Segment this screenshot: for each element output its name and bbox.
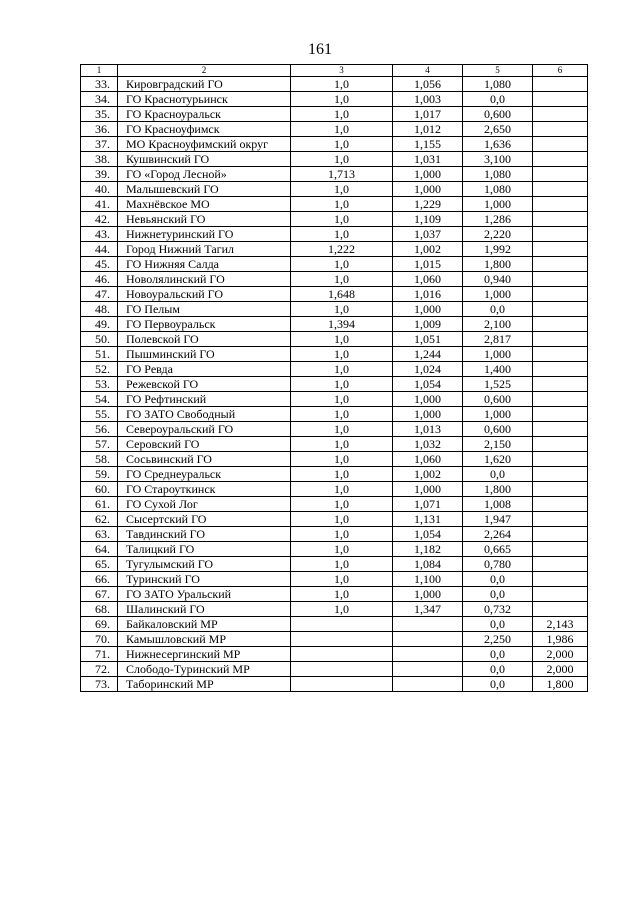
table-row (81, 527, 588, 542)
column-3-cell (291, 647, 393, 662)
column-4-cell: 1,054 (393, 377, 463, 392)
column-5-cell: 2,817 (463, 332, 533, 347)
column-header: 3 (291, 65, 393, 77)
municipality-name-cell: ГО Первоуральск (118, 317, 291, 332)
row-number-cell: 61. (81, 497, 118, 512)
column-3-cell: 1,0 (291, 182, 393, 197)
column-5-cell: 2,150 (463, 437, 533, 452)
column-3-cell: 1,0 (291, 152, 393, 167)
row-number-cell: 72. (81, 662, 118, 677)
column-4-cell: 1,000 (393, 302, 463, 317)
column-3-cell (291, 677, 393, 692)
column-4-cell: 1,155 (393, 137, 463, 152)
table-row (81, 677, 588, 692)
row-number-cell: 52. (81, 362, 118, 377)
row-number-cell: 42. (81, 212, 118, 227)
column-6-cell (533, 272, 588, 287)
municipality-name-cell: Невьянский ГО (118, 212, 291, 227)
municipality-name-cell: МО Красноуфимский округ (118, 137, 291, 152)
column-3-cell: 1,0 (291, 542, 393, 557)
column-6-cell (533, 92, 588, 107)
row-number-cell: 45. (81, 257, 118, 272)
column-5-cell: 0,0 (463, 302, 533, 317)
column-6-cell (533, 317, 588, 332)
column-header: 4 (393, 65, 463, 77)
municipality-name-cell: Туринский ГО (118, 572, 291, 587)
column-5-cell: 3,100 (463, 152, 533, 167)
column-3-cell (291, 617, 393, 632)
row-number-cell: 56. (81, 422, 118, 437)
column-4-cell: 1,031 (393, 152, 463, 167)
municipality-name-cell: ГО Рефтинский (118, 392, 291, 407)
column-3-cell: 1,394 (291, 317, 393, 332)
column-3-cell: 1,0 (291, 122, 393, 137)
table-row (81, 197, 588, 212)
column-6-cell (533, 407, 588, 422)
table-row (81, 617, 588, 632)
column-5-cell: 2,100 (463, 317, 533, 332)
page-number: 161 (308, 41, 332, 58)
table-row (81, 587, 588, 602)
row-number-cell: 50. (81, 332, 118, 347)
column-6-cell (533, 362, 588, 377)
column-4-cell (393, 662, 463, 677)
row-number-cell: 53. (81, 377, 118, 392)
column-6-cell (533, 107, 588, 122)
column-6-cell (533, 182, 588, 197)
column-6-cell (533, 152, 588, 167)
column-3-cell (291, 632, 393, 647)
column-6-cell (533, 602, 588, 617)
column-6-cell (533, 497, 588, 512)
table-row (81, 512, 588, 527)
column-5-cell: 1,636 (463, 137, 533, 152)
municipality-name-cell: ГО Пелым (118, 302, 291, 317)
row-number-cell: 36. (81, 122, 118, 137)
row-number-cell: 55. (81, 407, 118, 422)
table-row (81, 167, 588, 182)
column-3-cell: 1,0 (291, 377, 393, 392)
column-6-cell (533, 587, 588, 602)
row-number-cell: 51. (81, 347, 118, 362)
column-4-cell: 1,084 (393, 557, 463, 572)
column-4-cell: 1,100 (393, 572, 463, 587)
column-5-cell: 1,800 (463, 257, 533, 272)
table-row (81, 437, 588, 452)
column-3-cell: 1,0 (291, 437, 393, 452)
column-5-cell: 1,800 (463, 482, 533, 497)
row-number-cell: 48. (81, 302, 118, 317)
column-5-cell: 1,992 (463, 242, 533, 257)
column-6-cell (533, 572, 588, 587)
column-header: 1 (81, 65, 118, 77)
table-row (81, 662, 588, 677)
column-3-cell: 1,648 (291, 287, 393, 302)
column-4-cell: 1,347 (393, 602, 463, 617)
column-6-cell (533, 347, 588, 362)
column-6-cell (533, 557, 588, 572)
column-3-cell: 1,0 (291, 272, 393, 287)
column-5-cell: 1,080 (463, 182, 533, 197)
municipality-name-cell: ГО Ревда (118, 362, 291, 377)
column-5-cell: 1,000 (463, 347, 533, 362)
column-4-cell: 1,016 (393, 287, 463, 302)
column-5-cell: 1,525 (463, 377, 533, 392)
column-6-cell (533, 332, 588, 347)
column-3-cell: 1,0 (291, 362, 393, 377)
column-3-cell: 1,0 (291, 77, 393, 92)
table-row (81, 317, 588, 332)
table-row (81, 392, 588, 407)
municipality-name-cell: Слободо-Туринский МР (118, 662, 291, 677)
column-5-cell: 1,400 (463, 362, 533, 377)
column-5-cell: 0,600 (463, 422, 533, 437)
row-number-cell: 37. (81, 137, 118, 152)
municipality-name-cell: Таборинский МР (118, 677, 291, 692)
row-number-cell: 69. (81, 617, 118, 632)
column-4-cell: 1,182 (393, 542, 463, 557)
column-4-cell: 1,009 (393, 317, 463, 332)
column-5-cell: 1,947 (463, 512, 533, 527)
column-5-cell: 1,000 (463, 287, 533, 302)
municipality-name-cell: Нижнесергинский МР (118, 647, 291, 662)
table-row (81, 272, 588, 287)
column-4-cell: 1,037 (393, 227, 463, 242)
column-4-cell: 1,229 (393, 197, 463, 212)
column-5-cell: 0,0 (463, 677, 533, 692)
column-5-cell: 0,732 (463, 602, 533, 617)
column-6-cell (533, 227, 588, 242)
column-3-cell: 1,0 (291, 407, 393, 422)
column-3-cell: 1,0 (291, 347, 393, 362)
column-6-cell (533, 137, 588, 152)
municipality-name-cell: ГО Красноуральск (118, 107, 291, 122)
table-row (81, 77, 588, 92)
municipality-name-cell: Кировградский ГО (118, 77, 291, 92)
row-number-cell: 64. (81, 542, 118, 557)
municipality-name-cell: Серовский ГО (118, 437, 291, 452)
table-row (81, 212, 588, 227)
column-4-cell: 1,056 (393, 77, 463, 92)
column-5-cell: 2,220 (463, 227, 533, 242)
column-6-cell (533, 212, 588, 227)
column-5-cell: 0,0 (463, 572, 533, 587)
column-3-cell: 1,0 (291, 197, 393, 212)
column-4-cell: 1,000 (393, 167, 463, 182)
column-4-cell: 1,060 (393, 452, 463, 467)
row-number-cell: 47. (81, 287, 118, 302)
table-row (81, 497, 588, 512)
column-6-cell (533, 167, 588, 182)
column-3-cell: 1,0 (291, 332, 393, 347)
municipality-name-cell: Шалинский ГО (118, 602, 291, 617)
table-row (81, 467, 588, 482)
municipality-name-cell: Кушвинский ГО (118, 152, 291, 167)
column-4-cell: 1,054 (393, 527, 463, 542)
municipality-name-cell: Режевской ГО (118, 377, 291, 392)
row-number-cell: 71. (81, 647, 118, 662)
column-4-cell: 1,000 (393, 392, 463, 407)
column-header: 6 (533, 65, 588, 77)
table-row (81, 287, 588, 302)
column-3-cell: 1,713 (291, 167, 393, 182)
table-row (81, 257, 588, 272)
table-row (81, 347, 588, 362)
column-5-cell: 0,600 (463, 107, 533, 122)
table-row (81, 542, 588, 557)
column-5-cell: 0,0 (463, 617, 533, 632)
table-body (81, 65, 588, 692)
municipality-name-cell: Североуральский ГО (118, 422, 291, 437)
column-4-cell: 1,071 (393, 497, 463, 512)
column-4-cell: 1,060 (393, 272, 463, 287)
column-4-cell (393, 677, 463, 692)
row-number-cell: 39. (81, 167, 118, 182)
column-5-cell: 1,080 (463, 77, 533, 92)
municipality-name-cell: Полевской ГО (118, 332, 291, 347)
column-3-cell (291, 662, 393, 677)
column-6-cell (533, 437, 588, 452)
column-4-cell: 1,024 (393, 362, 463, 377)
municipality-name-cell: Новолялинский ГО (118, 272, 291, 287)
column-3-cell: 1,0 (291, 257, 393, 272)
column-5-cell: 0,665 (463, 542, 533, 557)
table-row (81, 482, 588, 497)
column-5-cell: 0,0 (463, 662, 533, 677)
column-4-cell: 1,017 (393, 107, 463, 122)
column-3-cell: 1,0 (291, 527, 393, 542)
column-5-cell: 2,250 (463, 632, 533, 647)
row-number-cell: 49. (81, 317, 118, 332)
municipality-name-cell: Махнёвское МО (118, 197, 291, 212)
column-6-cell (533, 467, 588, 482)
column-5-cell: 2,650 (463, 122, 533, 137)
row-number-cell: 57. (81, 437, 118, 452)
row-number-cell: 73. (81, 677, 118, 692)
data-table (80, 64, 588, 692)
column-4-cell: 1,000 (393, 587, 463, 602)
table-row (81, 422, 588, 437)
table-row (81, 602, 588, 617)
column-3-cell: 1,0 (291, 107, 393, 122)
municipality-name-cell: Пышминский ГО (118, 347, 291, 362)
column-5-cell: 1,080 (463, 167, 533, 182)
column-3-cell: 1,0 (291, 227, 393, 242)
column-4-cell: 1,244 (393, 347, 463, 362)
municipality-name-cell: Новоуральский ГО (118, 287, 291, 302)
column-5-cell: 1,000 (463, 197, 533, 212)
row-number-cell: 67. (81, 587, 118, 602)
column-3-cell: 1,0 (291, 557, 393, 572)
column-6-cell (533, 452, 588, 467)
column-number-row (81, 65, 588, 77)
column-5-cell: 0,0 (463, 92, 533, 107)
column-5-cell: 1,000 (463, 407, 533, 422)
column-header: 5 (463, 65, 533, 77)
column-3-cell: 1,0 (291, 497, 393, 512)
column-header: 2 (118, 65, 291, 77)
column-5-cell: 0,780 (463, 557, 533, 572)
table-row (81, 242, 588, 257)
column-3-cell: 1,0 (291, 392, 393, 407)
municipality-name-cell: Байкаловский МР (118, 617, 291, 632)
column-5-cell: 0,600 (463, 392, 533, 407)
column-3-cell: 1,0 (291, 572, 393, 587)
column-4-cell: 1,003 (393, 92, 463, 107)
row-number-cell: 34. (81, 92, 118, 107)
column-6-cell (533, 302, 588, 317)
municipality-name-cell: Камышловский МР (118, 632, 291, 647)
column-3-cell: 1,222 (291, 242, 393, 257)
column-3-cell: 1,0 (291, 137, 393, 152)
column-4-cell: 1,015 (393, 257, 463, 272)
municipality-name-cell: ГО ЗАТО Уральский (118, 587, 291, 602)
table-row (81, 632, 588, 647)
column-6-cell: 2,000 (533, 647, 588, 662)
municipality-name-cell: ГО Краснотурьинск (118, 92, 291, 107)
column-4-cell: 1,032 (393, 437, 463, 452)
column-6-cell (533, 392, 588, 407)
municipality-name-cell: Тавдинский ГО (118, 527, 291, 542)
column-3-cell: 1,0 (291, 467, 393, 482)
column-5-cell: 1,008 (463, 497, 533, 512)
column-5-cell: 2,264 (463, 527, 533, 542)
column-6-cell (533, 377, 588, 392)
table-row (81, 557, 588, 572)
column-6-cell: 1,800 (533, 677, 588, 692)
column-4-cell: 1,000 (393, 482, 463, 497)
column-4-cell: 1,051 (393, 332, 463, 347)
column-6-cell: 2,000 (533, 662, 588, 677)
column-4-cell (393, 647, 463, 662)
row-number-cell: 66. (81, 572, 118, 587)
municipality-name-cell: Тугулымский ГО (118, 557, 291, 572)
table-row (81, 302, 588, 317)
row-number-cell: 60. (81, 482, 118, 497)
column-4-cell: 1,131 (393, 512, 463, 527)
column-5-cell: 0,0 (463, 467, 533, 482)
column-5-cell: 1,620 (463, 452, 533, 467)
table-row (81, 122, 588, 137)
column-3-cell: 1,0 (291, 212, 393, 227)
column-3-cell: 1,0 (291, 422, 393, 437)
municipality-name-cell: ГО Староуткинск (118, 482, 291, 497)
column-4-cell: 1,000 (393, 407, 463, 422)
column-6-cell: 2,143 (533, 617, 588, 632)
column-4-cell: 1,012 (393, 122, 463, 137)
column-4-cell: 1,002 (393, 242, 463, 257)
column-4-cell: 1,002 (393, 467, 463, 482)
column-4-cell: 1,000 (393, 182, 463, 197)
column-6-cell (533, 482, 588, 497)
column-4-cell: 1,013 (393, 422, 463, 437)
column-6-cell (533, 422, 588, 437)
municipality-name-cell: Сосьвинский ГО (118, 452, 291, 467)
table-row (81, 572, 588, 587)
row-number-cell: 33. (81, 77, 118, 92)
column-6-cell (533, 512, 588, 527)
row-number-cell: 62. (81, 512, 118, 527)
column-6-cell (533, 242, 588, 257)
row-number-cell: 65. (81, 557, 118, 572)
municipality-name-cell: ГО ЗАТО Свободный (118, 407, 291, 422)
table-row (81, 647, 588, 662)
row-number-cell: 38. (81, 152, 118, 167)
municipality-name-cell: ГО Нижняя Салда (118, 257, 291, 272)
column-5-cell: 0,0 (463, 647, 533, 662)
column-5-cell: 0,0 (463, 587, 533, 602)
column-3-cell: 1,0 (291, 587, 393, 602)
row-number-cell: 44. (81, 242, 118, 257)
column-6-cell (533, 77, 588, 92)
municipality-name-cell: Талицкий ГО (118, 542, 291, 557)
table-row (81, 452, 588, 467)
column-6-cell (533, 287, 588, 302)
row-number-cell: 54. (81, 392, 118, 407)
row-number-cell: 59. (81, 467, 118, 482)
column-5-cell: 0,940 (463, 272, 533, 287)
column-6-cell (533, 542, 588, 557)
column-3-cell: 1,0 (291, 92, 393, 107)
table-row (81, 332, 588, 347)
table-row (81, 377, 588, 392)
column-4-cell (393, 632, 463, 647)
municipality-name-cell: Малышевский ГО (118, 182, 291, 197)
row-number-cell: 41. (81, 197, 118, 212)
table-row (81, 362, 588, 377)
column-6-cell (533, 527, 588, 542)
row-number-cell: 68. (81, 602, 118, 617)
table-row (81, 182, 588, 197)
column-3-cell: 1,0 (291, 302, 393, 317)
row-number-cell: 35. (81, 107, 118, 122)
column-3-cell: 1,0 (291, 602, 393, 617)
column-5-cell: 1,286 (463, 212, 533, 227)
column-6-cell (533, 197, 588, 212)
column-6-cell (533, 257, 588, 272)
row-number-cell: 43. (81, 227, 118, 242)
column-6-cell (533, 122, 588, 137)
row-number-cell: 46. (81, 272, 118, 287)
column-3-cell: 1,0 (291, 512, 393, 527)
table-row (81, 92, 588, 107)
table-row (81, 227, 588, 242)
municipality-name-cell: ГО Красноуфимск (118, 122, 291, 137)
table-row (81, 107, 588, 122)
municipality-name-cell: ГО Среднеуральск (118, 467, 291, 482)
municipality-name-cell: Сысертский ГО (118, 512, 291, 527)
column-3-cell: 1,0 (291, 482, 393, 497)
municipality-name-cell: Нижнетуринский ГО (118, 227, 291, 242)
column-3-cell: 1,0 (291, 452, 393, 467)
table-row (81, 152, 588, 167)
row-number-cell: 58. (81, 452, 118, 467)
table-row (81, 407, 588, 422)
column-4-cell: 1,109 (393, 212, 463, 227)
table-row (81, 137, 588, 152)
municipality-name-cell: ГО Сухой Лог (118, 497, 291, 512)
column-4-cell (393, 617, 463, 632)
municipality-name-cell: Город Нижний Тагил (118, 242, 291, 257)
municipality-name-cell: ГО «Город Лесной» (118, 167, 291, 182)
column-6-cell: 1,986 (533, 632, 588, 647)
row-number-cell: 70. (81, 632, 118, 647)
row-number-cell: 40. (81, 182, 118, 197)
row-number-cell: 63. (81, 527, 118, 542)
